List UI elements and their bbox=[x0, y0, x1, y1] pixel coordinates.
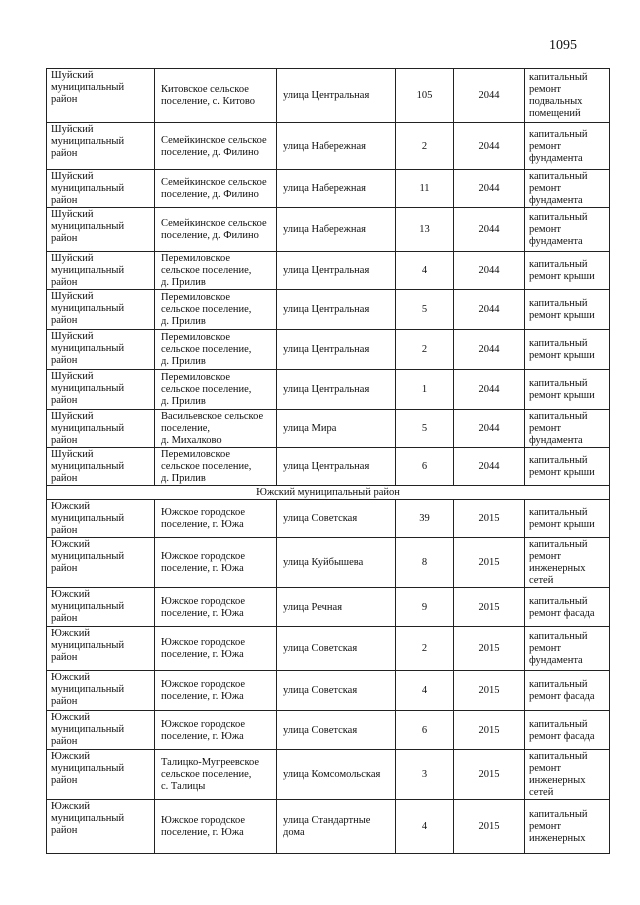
district-cell-text: Шуйский муниципальный район bbox=[51, 449, 125, 484]
house-number-cell-text: 8 bbox=[421, 557, 428, 568]
house-number-cell-text: 4 bbox=[421, 821, 428, 832]
year-cell bbox=[454, 69, 525, 123]
settlement-cell-text: Южское городское поселение, г. Южа bbox=[161, 595, 245, 619]
street-cell-text: улица Советская bbox=[283, 643, 358, 654]
street-cell-text: улица Центральная bbox=[283, 384, 370, 395]
house-number-cell-text: 5 bbox=[421, 304, 428, 315]
street-cell-text: улица Набережная bbox=[283, 140, 366, 152]
district-cell-text: Южский муниципальный район bbox=[51, 801, 125, 836]
street-cell-text: улица Комсомольская bbox=[283, 769, 381, 780]
work-type-cell bbox=[525, 370, 610, 410]
settlement-cell-text: Талицко-Мугреевское сельское поселение, с. Талицы bbox=[161, 757, 260, 792]
house-number-cell-text: 2 bbox=[421, 643, 428, 654]
year-cell bbox=[454, 370, 525, 410]
street-cell bbox=[277, 750, 396, 800]
section-header-body bbox=[47, 486, 610, 500]
year-cell-text: 2015 bbox=[478, 513, 500, 524]
street-cell bbox=[277, 410, 396, 448]
house-number-cell bbox=[396, 370, 454, 410]
year-cell-text: 2015 bbox=[478, 643, 500, 654]
section-header-row bbox=[47, 486, 610, 500]
house-number-cell-text: 105 bbox=[416, 90, 433, 101]
settlement-cell bbox=[155, 330, 277, 370]
work-type-cell-text: капитальный ремонт крыши bbox=[529, 378, 595, 401]
work-type-cell-text: капитальный ремонт фасада bbox=[529, 679, 595, 702]
district-cell bbox=[47, 711, 155, 750]
settlement-cell-text: Южское городское поселение, г. Южа bbox=[161, 637, 245, 660]
table-row bbox=[47, 290, 610, 330]
street-cell bbox=[277, 123, 396, 170]
work-type-cell-text: капитальный ремонт фундамента bbox=[529, 171, 588, 206]
settlement-cell bbox=[155, 750, 277, 800]
district-cell bbox=[47, 123, 155, 170]
settlement-cell bbox=[155, 671, 277, 711]
year-cell-text: 2044 bbox=[478, 224, 500, 235]
house-number-cell bbox=[396, 538, 454, 588]
district-cell-text: Шуйский муниципальный район bbox=[51, 171, 125, 206]
work-type-cell-text: капитальный ремонт инженерных bbox=[529, 809, 588, 844]
street-cell bbox=[277, 711, 396, 750]
year-cell-text: 2015 bbox=[478, 685, 500, 696]
year-cell-text: 2015 bbox=[478, 601, 500, 613]
district-cell-text: Южский муниципальный район bbox=[51, 712, 125, 747]
work-type-cell-text: капитальный ремонт инженерных сетей bbox=[529, 751, 588, 798]
work-type-cell-text: капитальный ремонт фундамента bbox=[529, 631, 588, 666]
repair-schedule-table bbox=[46, 68, 610, 854]
work-type-cell-text: капитальный ремонт подвальных помещений bbox=[529, 72, 588, 119]
year-cell bbox=[454, 750, 525, 800]
work-type-cell-text: капитальный ремонт фасада bbox=[529, 595, 595, 619]
house-number-cell-text: 13 bbox=[419, 224, 430, 235]
house-number-cell bbox=[396, 800, 454, 854]
year-cell bbox=[454, 123, 525, 170]
work-type-cell bbox=[525, 208, 610, 252]
house-number-cell-text: 2 bbox=[421, 140, 428, 152]
work-type-cell bbox=[525, 69, 610, 123]
district-cell bbox=[47, 69, 155, 123]
work-type-cell-text: капитальный ремонт фундамента bbox=[529, 128, 588, 164]
settlement-cell bbox=[155, 370, 277, 410]
settlement-cell-text: Семейкинское сельское поселение, д. Филино bbox=[161, 134, 267, 158]
year-cell bbox=[454, 671, 525, 711]
district-cell bbox=[47, 370, 155, 410]
table-body-shuya bbox=[47, 69, 610, 486]
street-cell-text: улица Советская bbox=[283, 724, 358, 736]
year-cell bbox=[454, 410, 525, 448]
year-cell-text: 2015 bbox=[478, 769, 500, 780]
table-row bbox=[47, 538, 610, 588]
house-number-cell bbox=[396, 671, 454, 711]
house-number-cell bbox=[396, 208, 454, 252]
district-cell-text: Шуйский муниципальный район bbox=[51, 209, 125, 244]
street-cell-text: улица Центральная bbox=[283, 265, 370, 276]
settlement-cell bbox=[155, 170, 277, 208]
street-cell bbox=[277, 800, 396, 854]
year-cell bbox=[454, 800, 525, 854]
work-type-cell bbox=[525, 123, 610, 170]
work-type-cell-text: капитальный ремонт крыши bbox=[529, 298, 595, 321]
year-cell bbox=[454, 330, 525, 370]
settlement-cell-text: Перемиловское сельское поселение, д. Прилив bbox=[161, 253, 252, 288]
year-cell bbox=[454, 627, 525, 671]
settlement-cell bbox=[155, 500, 277, 538]
street-cell-text: улица Советская bbox=[283, 685, 358, 696]
table-row bbox=[47, 370, 610, 410]
house-number-cell bbox=[396, 290, 454, 330]
section-title: Южский муниципальный район bbox=[47, 486, 610, 500]
street-cell bbox=[277, 538, 396, 588]
house-number-cell bbox=[396, 588, 454, 627]
table-row bbox=[47, 252, 610, 290]
district-cell-text: Шуйский муниципальный район bbox=[51, 331, 125, 366]
work-type-cell bbox=[525, 800, 610, 854]
house-number-cell bbox=[396, 627, 454, 671]
year-cell-text: 2044 bbox=[478, 384, 500, 395]
street-cell bbox=[277, 170, 396, 208]
work-type-cell-text: капитальный ремонт фасада bbox=[529, 718, 595, 742]
house-number-cell bbox=[396, 69, 454, 123]
street-cell-text: улица Набережная bbox=[283, 183, 366, 194]
street-cell-text: улица Мира bbox=[283, 423, 337, 434]
table-row bbox=[47, 123, 610, 170]
street-cell bbox=[277, 448, 396, 486]
work-type-cell bbox=[525, 252, 610, 290]
house-number-cell-text: 5 bbox=[421, 423, 428, 434]
year-cell-text: 2044 bbox=[478, 423, 500, 434]
settlement-cell bbox=[155, 208, 277, 252]
settlement-cell bbox=[155, 252, 277, 290]
district-cell bbox=[47, 538, 155, 588]
district-cell bbox=[47, 208, 155, 252]
street-cell bbox=[277, 330, 396, 370]
district-cell bbox=[47, 750, 155, 800]
page-number: 1095 bbox=[549, 38, 577, 53]
settlement-cell bbox=[155, 800, 277, 854]
table-row bbox=[47, 500, 610, 538]
year-cell bbox=[454, 588, 525, 627]
table-row bbox=[47, 588, 610, 627]
settlement-cell bbox=[155, 627, 277, 671]
district-cell-text: Шуйский муниципальный район bbox=[51, 411, 125, 446]
year-cell bbox=[454, 500, 525, 538]
house-number-cell bbox=[396, 252, 454, 290]
district-cell bbox=[47, 800, 155, 854]
year-cell bbox=[454, 711, 525, 750]
street-cell-text: улица Стандартные дома bbox=[283, 815, 371, 838]
district-cell bbox=[47, 448, 155, 486]
settlement-cell-text: Южское городское поселение, г. Южа bbox=[161, 551, 245, 574]
district-cell bbox=[47, 330, 155, 370]
district-cell-text: Южский муниципальный район bbox=[51, 672, 125, 707]
work-type-cell bbox=[525, 627, 610, 671]
table-row bbox=[47, 671, 610, 711]
district-cell-text: Южский муниципальный район bbox=[51, 589, 125, 624]
house-number-cell-text: 6 bbox=[421, 724, 428, 736]
table-row bbox=[47, 69, 610, 123]
street-cell bbox=[277, 252, 396, 290]
house-number-cell-text: 1 bbox=[421, 384, 428, 395]
table-row bbox=[47, 170, 610, 208]
house-number-cell-text: 4 bbox=[421, 685, 428, 696]
district-cell-text: Шуйский муниципальный район bbox=[51, 371, 125, 406]
house-number-cell bbox=[396, 500, 454, 538]
year-cell bbox=[454, 170, 525, 208]
work-type-cell bbox=[525, 290, 610, 330]
year-cell-text: 2044 bbox=[478, 140, 500, 152]
year-cell-text: 2015 bbox=[478, 724, 500, 736]
work-type-cell bbox=[525, 711, 610, 750]
year-cell-text: 2044 bbox=[478, 90, 500, 101]
house-number-cell bbox=[396, 410, 454, 448]
street-cell bbox=[277, 627, 396, 671]
house-number-cell bbox=[396, 123, 454, 170]
street-cell bbox=[277, 69, 396, 123]
work-type-cell-text: капитальный ремонт фундамента bbox=[529, 212, 588, 247]
house-number-cell bbox=[396, 330, 454, 370]
house-number-cell-text: 39 bbox=[419, 513, 430, 524]
year-cell bbox=[454, 538, 525, 588]
street-cell bbox=[277, 370, 396, 410]
settlement-cell-text: Южское городское поселение, г. Южа bbox=[161, 679, 245, 702]
work-type-cell-text: капитальный ремонт крыши bbox=[529, 338, 595, 361]
settlement-cell-text: Васильевское сельское поселение, д. Михалково bbox=[161, 411, 264, 446]
table-row bbox=[47, 800, 610, 854]
settlement-cell-text: Семейкинское сельское поселение, д. Филино bbox=[161, 218, 267, 241]
table-row bbox=[47, 627, 610, 671]
street-cell-text: улица Центральная bbox=[283, 90, 370, 101]
district-cell bbox=[47, 671, 155, 711]
settlement-cell-text: Китовское сельское поселение, с. Китово bbox=[161, 84, 255, 107]
district-cell bbox=[47, 252, 155, 290]
work-type-cell bbox=[525, 750, 610, 800]
work-type-cell bbox=[525, 410, 610, 448]
house-number-cell-text: 2 bbox=[421, 344, 428, 355]
table-row bbox=[47, 750, 610, 800]
year-cell bbox=[454, 252, 525, 290]
work-type-cell bbox=[525, 330, 610, 370]
year-cell bbox=[454, 208, 525, 252]
street-cell-text: улица Набережная bbox=[283, 224, 366, 235]
work-type-cell-text: капитальный ремонт фундамента bbox=[529, 411, 588, 446]
district-cell-text: Южский муниципальный район bbox=[51, 539, 125, 574]
street-cell-text: улица Центральная bbox=[283, 461, 370, 472]
district-cell bbox=[47, 290, 155, 330]
settlement-cell-text: Южское городское поселение, г. Южа bbox=[161, 815, 245, 838]
house-number-cell bbox=[396, 750, 454, 800]
street-cell bbox=[277, 500, 396, 538]
work-type-cell-text: капитальный ремонт крыши bbox=[529, 259, 595, 282]
settlement-cell-text: Перемиловское сельское поселение, д. Прилив bbox=[161, 372, 252, 407]
district-cell bbox=[47, 627, 155, 671]
district-cell-text: Южский муниципальный район bbox=[51, 751, 125, 786]
street-cell bbox=[277, 208, 396, 252]
street-cell-text: улица Куйбышева bbox=[283, 557, 364, 568]
house-number-cell bbox=[396, 170, 454, 208]
street-cell bbox=[277, 290, 396, 330]
district-cell-text: Шуйский муниципальный район bbox=[51, 291, 125, 326]
work-type-cell bbox=[525, 170, 610, 208]
work-type-cell bbox=[525, 671, 610, 711]
district-cell-text: Шуйский муниципальный район bbox=[51, 70, 125, 105]
settlement-cell-text: Перемиловское сельское поселение, д. Прилив bbox=[161, 292, 252, 327]
house-number-cell bbox=[396, 711, 454, 750]
district-cell-text: Южский муниципальный район bbox=[51, 501, 125, 536]
street-cell bbox=[277, 588, 396, 627]
house-number-cell-text: 11 bbox=[419, 183, 430, 194]
settlement-cell-text: Перемиловское сельское поселение, д. Прилив bbox=[161, 449, 252, 484]
year-cell bbox=[454, 448, 525, 486]
settlement-cell bbox=[155, 588, 277, 627]
settlement-cell-text: Южское городское поселение, г. Южа bbox=[161, 718, 245, 742]
district-cell-text: Южский муниципальный район bbox=[51, 628, 125, 663]
district-cell-text: Шуйский муниципальный район bbox=[51, 124, 125, 159]
table-row bbox=[47, 711, 610, 750]
street-cell-text: улица Речная bbox=[283, 601, 343, 613]
year-cell bbox=[454, 290, 525, 330]
settlement-cell bbox=[155, 123, 277, 170]
year-cell-text: 2015 bbox=[478, 557, 500, 568]
settlement-cell bbox=[155, 538, 277, 588]
work-type-cell-text: капитальный ремонт крыши bbox=[529, 455, 595, 478]
work-type-cell bbox=[525, 538, 610, 588]
district-cell bbox=[47, 170, 155, 208]
district-cell bbox=[47, 410, 155, 448]
house-number-cell-text: 6 bbox=[421, 461, 428, 472]
district-cell bbox=[47, 500, 155, 538]
settlement-cell-text: Перемиловское сельское поселение, д. Прилив bbox=[161, 332, 252, 367]
street-cell-text: улица Советская bbox=[283, 513, 358, 524]
house-number-cell-text: 9 bbox=[421, 601, 428, 613]
year-cell-text: 2044 bbox=[478, 344, 500, 355]
table-row bbox=[47, 448, 610, 486]
settlement-cell-text: Семейкинское сельское поселение, д. Филино bbox=[161, 177, 267, 200]
house-number-cell bbox=[396, 448, 454, 486]
street-cell-text: улица Центральная bbox=[283, 344, 370, 355]
settlement-cell bbox=[155, 290, 277, 330]
work-type-cell bbox=[525, 588, 610, 627]
settlement-cell-text: Южское городское поселение, г. Южа bbox=[161, 507, 245, 530]
house-number-cell-text: 4 bbox=[421, 265, 428, 276]
work-type-cell-text: капитальный ремонт инженерных сетей bbox=[529, 539, 588, 586]
street-cell-text: улица Центральная bbox=[283, 304, 370, 315]
work-type-cell-text: капитальный ремонт крыши bbox=[529, 507, 595, 530]
table-row bbox=[47, 330, 610, 370]
street-cell bbox=[277, 671, 396, 711]
year-cell-text: 2044 bbox=[478, 461, 500, 472]
table-row bbox=[47, 410, 610, 448]
table-body-yuzha bbox=[47, 500, 610, 854]
house-number-cell-text: 3 bbox=[421, 769, 428, 780]
district-cell bbox=[47, 588, 155, 627]
settlement-cell bbox=[155, 410, 277, 448]
table-row bbox=[47, 208, 610, 252]
settlement-cell bbox=[155, 69, 277, 123]
settlement-cell bbox=[155, 448, 277, 486]
settlement-cell bbox=[155, 711, 277, 750]
year-cell-text: 2015 bbox=[478, 821, 500, 832]
work-type-cell bbox=[525, 500, 610, 538]
year-cell-text: 2044 bbox=[478, 304, 500, 315]
work-type-cell bbox=[525, 448, 610, 486]
year-cell-text: 2044 bbox=[478, 183, 500, 194]
year-cell-text: 2044 bbox=[478, 265, 500, 276]
district-cell-text: Шуйский муниципальный район bbox=[51, 253, 125, 288]
